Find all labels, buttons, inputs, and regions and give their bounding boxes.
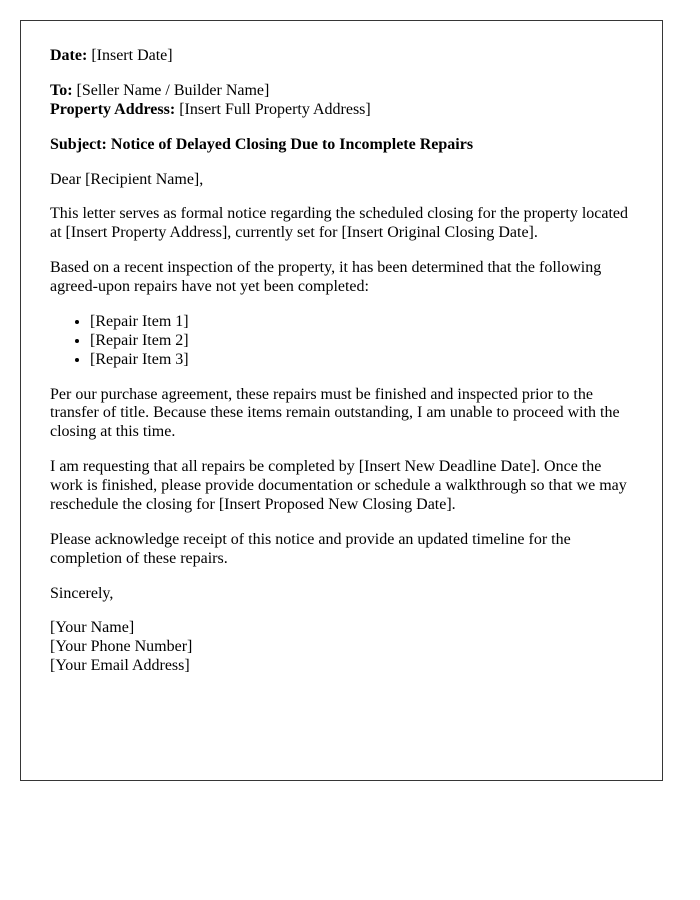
letter-document bbox=[20, 20, 663, 781]
subject-line: Subject: Notice of Delayed Closing Due to Incomplete Repairs bbox=[50, 135, 474, 153]
paragraph-agreement: Per our purchase agreement, these repairs must be finished and inspected prior to the transfer of title. Because these items remain outstanding, I am unable to proceed with the closing at this time. bbox=[50, 385, 620, 441]
signature-email: [Your Email Address] bbox=[50, 657, 190, 675]
paragraph-intro: This letter serves as formal notice regarding the scheduled closing for the property located at [Insert Property Address], currently set for [Insert Original Closing Date]. bbox=[50, 205, 629, 242]
paragraph-inspection: Based on a recent inspection of the property, it has been determined that the following agreed-upon repairs have not yet been completed: bbox=[50, 259, 602, 295]
repair-item-2: • [Repair Item 2] bbox=[90, 332, 633, 351]
signature-phone: [Your Phone Number] bbox=[50, 638, 193, 656]
repair-item-3: • [Repair Item 3] bbox=[90, 351, 633, 370]
date-value: [Insert Date] bbox=[91, 47, 173, 64]
paragraph-acknowledge: Please acknowledge receipt of this notice and provide an updated timeline for the completion of these repairs. bbox=[50, 530, 571, 567]
property-address-label: Property Address: bbox=[50, 100, 176, 118]
to-label: To: bbox=[50, 81, 73, 99]
recipient-block bbox=[50, 82, 633, 120]
repair-items-list bbox=[50, 313, 633, 370]
salutation: Dear [Recipient Name], bbox=[50, 170, 204, 188]
date-label: Date: bbox=[50, 47, 88, 64]
repair-item-1: • [Repair Item 1] bbox=[90, 313, 633, 332]
closing-line: Sincerely, bbox=[50, 584, 114, 602]
property-address-value: [Insert Full Property Address] bbox=[179, 100, 371, 118]
signature-name: [Your Name] bbox=[50, 619, 135, 637]
date-line bbox=[50, 47, 633, 66]
to-value: [Seller Name / Builder Name] bbox=[76, 81, 270, 99]
paragraph-request: I am requesting that all repairs be completed by [Insert New Deadline Date]. Once the work is finished, please provide documentation or schedule a walkthrough so that we may reschedule the closing for [Insert Proposed New Closing Date]. bbox=[50, 458, 627, 513]
signature-block bbox=[50, 619, 633, 676]
